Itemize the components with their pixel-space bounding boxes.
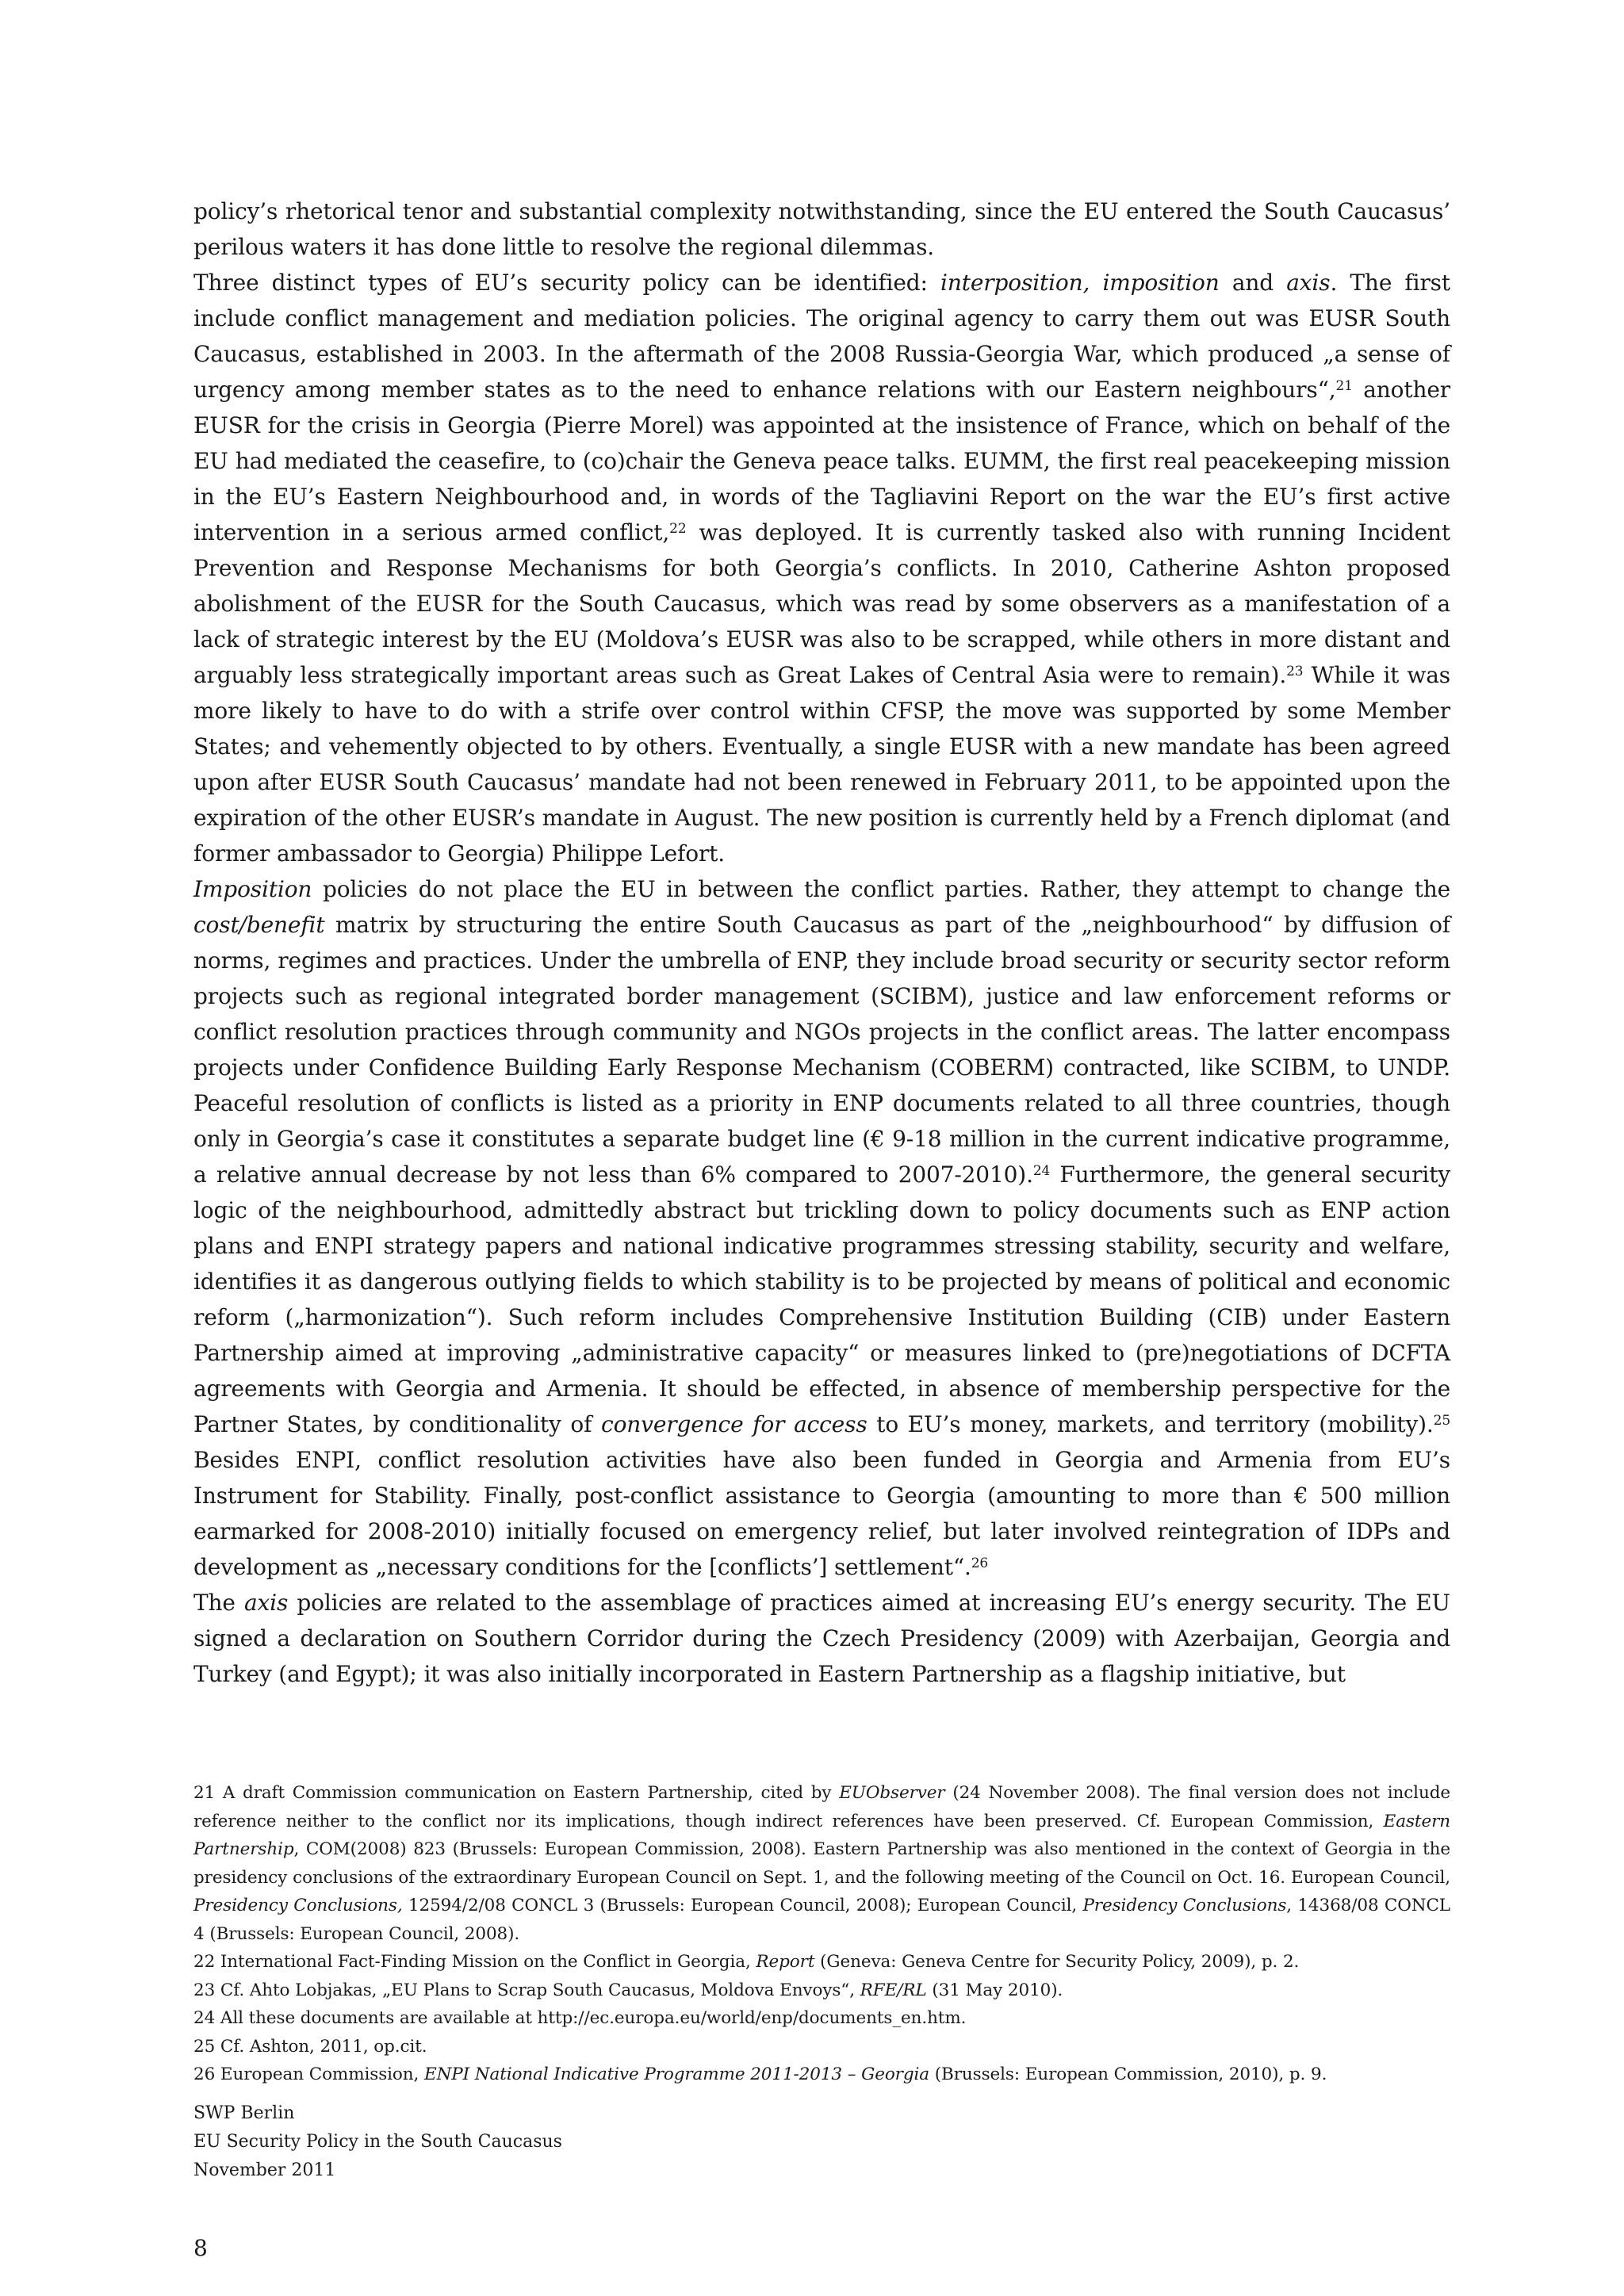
text-run: to EU’s money, markets, and territory (mobility). bbox=[867, 1411, 1434, 1437]
page-number: 8 bbox=[193, 2235, 208, 2261]
footnote-ref-21: 21 bbox=[1335, 378, 1353, 394]
footnote-23 bbox=[193, 1976, 1450, 2005]
footer-publisher: SWP Berlin bbox=[193, 2103, 295, 2123]
footnote-24: 24 All these documents are available at http://ec.europa.eu/world/enp/documents_en.htm. bbox=[193, 2008, 967, 2028]
footnote-ref-22: 22 bbox=[669, 521, 687, 537]
italic-run: ENPI National Indicative Programme 2011-2013 – Georgia bbox=[424, 2064, 929, 2084]
text-run: (24 November 2008). The final version does not include reference neither to the conflict nor its implications, though indirect references have been preserved. Cf. European Commission, bbox=[193, 1783, 1450, 1831]
footnote-ref-26: 26 bbox=[971, 1556, 989, 1571]
footnote-21 bbox=[193, 1779, 1450, 1948]
italic-run: RFE/RL bbox=[860, 1980, 927, 2000]
text-run: matrix by structuring the entire South Caucasus as part of the „neighbourhood“ by diffusion of norms, regimes and practices. Under the umbrella of ENP, they include broad security or security sector reform projects such as regional integrated border management (SCIBM), justice and law enforcement reforms or conflict resolution practices through community and NGOs projects in the conflict areas. The latter encompass projects under Confidence Building Early Response Mechanism (COBERM) contracted, like SCIBM, to UNDP. Peaceful resolution of conflicts is listed as a priority in ENP documents related to all three countries, though only in Georgia’s case it constitutes a separate budget line (€ 9-18 million in the current indicative programme, a relative annual decrease by not less than 6% compared to 2007-2010). bbox=[193, 912, 1450, 1188]
footnote-22 bbox=[193, 1948, 1450, 1976]
text-run: policies do not place the EU in between the conflict parties. Rather, they attempt to change the bbox=[312, 876, 1450, 902]
footnote-ref-23: 23 bbox=[1286, 664, 1304, 679]
text-run: The bbox=[193, 1590, 244, 1616]
italic-run: Presidency Conclusions, bbox=[193, 1896, 403, 1915]
text-run: , COM(2008) 823 (Brussels: European Commission, 2008). Eastern Partnership was also mentioned in the context of Georgia in the presidency conclusions of the extraordinary European Council on Sept. 1, and the following meeting of the Council on Oct. 16. European Council, bbox=[193, 1839, 1450, 1888]
text-run: 12594/2/08 CONCL 3 (Brussels: European Council, 2008); European Council, bbox=[402, 1896, 1083, 1915]
italic-run: Imposition bbox=[193, 876, 312, 902]
paragraph-3 bbox=[193, 871, 1450, 1585]
text-run: 23 Cf. Ahto Lobjakas, „EU Plans to Scrap South Caucasus, Moldova Envoys“, bbox=[193, 1980, 860, 2000]
italic-run: convergence for access bbox=[601, 1411, 868, 1437]
italic-run: cost/benefit bbox=[193, 912, 325, 938]
text-run: 21 A draft Commission communication on Eastern Partnership, cited by bbox=[193, 1783, 840, 1803]
italic-run: Presidency Conclusions bbox=[1082, 1896, 1287, 1915]
text-run: 22 International Fact-Finding Mission on the Conflict in Georgia, bbox=[193, 1952, 756, 1972]
footnote-26 bbox=[193, 2061, 1450, 2089]
paragraph-1-text: policy’s rhetorical tenor and substantial complexity notwithstanding, since the EU entered the South Caucasus’ perilous waters it has done little to resolve the regional dilemmas. bbox=[193, 198, 1450, 260]
footnote-25: 25 Cf. Ashton, 2011, op.cit. bbox=[193, 2036, 427, 2057]
text-run: , 14368/08 CONCL 4 (Brussels: European Council, 2008). bbox=[193, 1896, 1450, 1944]
text-run: While it was more likely to have to do with a strife over control within CFSP, the move was supported by some Member States; and vehemently objected to by others. Eventually, a single EUSR with a new mandate has been agreed upon after EUSR South Caucasus’ mandate had not been renewed in February 2011, to be appointed upon the expiration of the other EUSR’s mandate in August. The new position is currently held by a French diplomat (and former ambassador to Georgia) Philippe Lefort. bbox=[193, 662, 1450, 867]
paragraph-1 bbox=[193, 193, 1450, 265]
text-run: . The first include conflict management and mediation policies. The original agency to carry them out was EUSR South Caucasus, established in 2003. In the aftermath of the 2008 Russia-Georgia War, which produced „a sense of urgency among member states as to the need to enhance relations with our Eastern neighbours“, bbox=[193, 270, 1451, 403]
text-run: (Brussels: European Commission, 2010), p. 9. bbox=[929, 2064, 1327, 2084]
footer-title: EU Security Policy in the South Caucasus bbox=[193, 2132, 562, 2152]
text-run: Furthermore, the general security logic of the neighbourhood, admittedly abstract but trickling down to policy documents such as ENP action plans and ENPI strategy papers and national indicative programmes stressing stability, security and welfare, identifies it as dangerous outlying fields to which stability is to be projected by means of political and economic reform („harmonization“). Such reform includes Comprehensive Institution Building (CIB) under Eastern Partnership aimed at improving „administrative capacity“ or measures linked to (pre)negotiations of DCFTA agreements with Georgia and Armenia. It should be effected, in absence of membership perspective for the Partner States, by conditionality of bbox=[193, 1161, 1450, 1437]
italic-run: axis bbox=[244, 1590, 289, 1616]
page-footer bbox=[193, 2099, 562, 2185]
paragraph-2 bbox=[193, 265, 1450, 871]
text-run: Besides ENPI, conflict resolution activities have also been funded in Georgia and Armenia from EU’s Instrument for Stability. Finally, post-conflict assistance to Georgia (amounting to more than € 500 million earmarked for 2008-2010) initially focused on emergency relief, but later involved reintegration of IDPs and development as „necessary conditions for the [conflicts’] settlement“. bbox=[193, 1447, 1450, 1580]
text-run: Three distinct types of EU’s security policy can be identified: bbox=[193, 270, 941, 296]
text-run: was deployed. It is currently tasked also with running Incident Prevention and Response Mechanisms for both Georgia’s conflicts. In 2010, Catherine Ashton proposed abolishment of the EUSR for the South Caucasus, which was read by some observers as a manifestation of a lack of strategic interest by the EU (Moldova’s EUSR was also to be scrapped, while others in more distant and arguably less strategically important areas such as Great Lakes of Central Asia were to remain). bbox=[193, 519, 1451, 688]
footer-date: November 2011 bbox=[193, 2160, 336, 2180]
paragraph-4 bbox=[193, 1585, 1450, 1692]
text-run: (31 May 2010). bbox=[926, 1980, 1063, 2000]
text-run: another EUSR for the crisis in Georgia (Pierre Morel) was appointed at the insistence of France, which on behalf of the EU had mediated the ceasefire, to (co)chair the Geneva peace talks. EUMM, the first real peacekeeping mission in the EU’s Eastern Neighbourhood and, in words of the Tagliavini Report on the war the EU’s first active intervention in a serious armed conflict, bbox=[193, 377, 1450, 545]
footnote-ref-24: 24 bbox=[1032, 1163, 1051, 1179]
footnote-ref-25: 25 bbox=[1433, 1413, 1450, 1429]
footnotes bbox=[193, 1779, 1450, 2089]
italic-run: Report bbox=[756, 1952, 815, 1972]
main-text bbox=[193, 193, 1450, 1692]
italic-run: interposition, imposition bbox=[940, 270, 1220, 296]
text-run: policies are related to the assemblage of practices aimed at increasing EU’s energy security. The EU signed a declaration on Southern Corridor during the Czech Presidency (2009) with Azerbaijan, Georgia and Turkey (and Egypt); it was also initially incorporated in Eastern Partnership as a flagship initiative, but bbox=[193, 1590, 1450, 1687]
text-run: and bbox=[1219, 270, 1287, 296]
text-run: (Geneva: Geneva Centre for Security Policy, 2009), p. 2. bbox=[814, 1952, 1300, 1972]
italic-run: EUObserver bbox=[839, 1783, 945, 1803]
italic-run: axis bbox=[1286, 270, 1331, 296]
italic-run: Eastern Partnership bbox=[193, 1811, 1450, 1859]
text-run: 26 European Commission, bbox=[193, 2064, 424, 2084]
